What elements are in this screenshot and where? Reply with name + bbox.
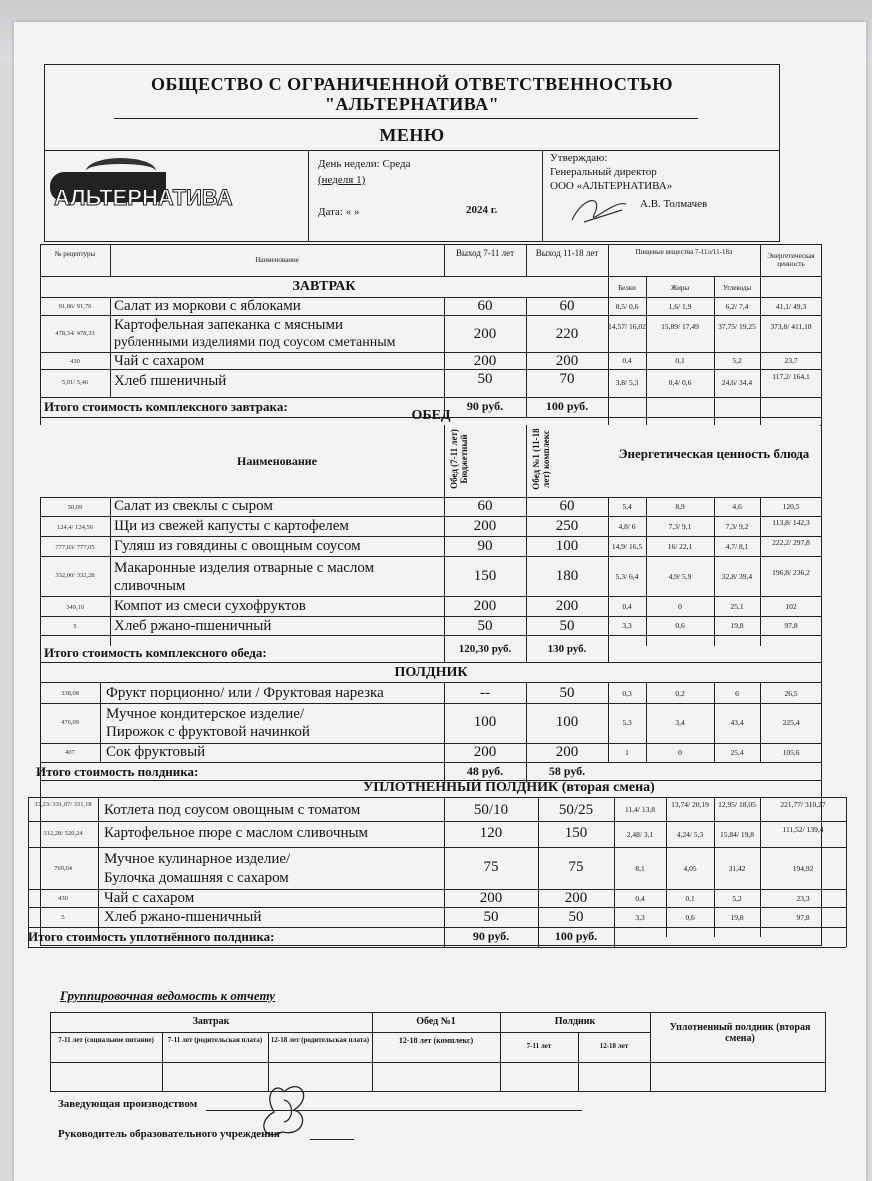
portion-7-11: 200 [479,890,503,906]
year-label: 2024 г. [466,204,498,216]
proteins: 0,4 [622,356,632,365]
day-label: День недели: Среда [318,158,411,170]
grouping-lunch: Обед №1 [416,1016,456,1027]
grouping-s2: 12-18 лет [599,1042,629,1050]
energy: 111,52/ 139,4 [782,825,824,834]
dish-name: Чай с сахаром [104,890,195,906]
recipe-code: 124,4/ 124,56 [57,524,93,531]
grouping-b3: 12-18 лет (родительская плата) [270,1036,370,1044]
dish-name: Мучное кондитерское изделие/ [106,706,305,722]
grouping-l1: 12-18 лет (комплекс) [398,1036,474,1045]
portion-7-11: 50 [477,618,493,634]
portion-11-18: 100 [555,538,579,554]
carbs: 37,75/ 19,25 [718,322,756,331]
carbs: 7,3/ 9,2 [725,522,749,531]
energy: 196,8/ 236,2 [772,568,810,577]
section-breakfast: ЗАВТРАК [292,279,356,294]
energy: 120,5 [782,502,800,511]
grouping-snack2: Уплотненный полдник (вторая смена) [669,1022,811,1044]
portion-7-11: 200 [473,744,497,760]
dish-name: Салат из моркови с яблоками [114,298,301,314]
portion-7-11: 50 [477,371,493,387]
portion-11-18: 70 [559,371,575,387]
dish-name: Макаронные изделия отварные с маслом [114,560,375,576]
portion-11-18: 60 [559,298,575,314]
recipe-code: 476,09 [61,719,79,726]
portion-7-11: 200 [473,518,497,534]
fats: 7,3/ 9,1 [668,522,692,531]
fats: 4,24/ 5,3 [676,830,704,839]
portion-7-11: 60 [477,298,493,314]
snack2-total-a: 90 руб. [472,929,510,943]
col-carbs: Углеводы [722,284,752,292]
portion-11-18: 50 [559,618,575,634]
head-production-label: Заведующая производством [58,1098,198,1110]
org-name-line2: "АЛЬТЕРНАТИВА" [324,94,500,114]
recipe-code: 33,23/ 331,07/ 331,18 [34,801,92,808]
breakfast-total-b: 100 руб. [545,399,589,413]
fats: 4,05 [683,864,697,873]
lunch-total-b: 130 руб. [547,643,587,655]
lunch-total-a: 120,30 руб. [458,643,512,655]
col-out-11-18: Выход 11-18 лет [535,248,599,258]
col-nutrients: Пищевые вещества 7-11л/11-18л [635,248,733,256]
energy: 23,3 [796,894,810,903]
energy: 26,5 [784,689,798,698]
section-snack: ПОЛДНИК [394,665,468,680]
lunch-total-label: Итого стоимость комплексного обеда: [44,645,267,660]
energy: 373,8/ 411,18 [770,322,812,331]
portion-7-11: 120 [479,825,503,841]
production-signature [254,1062,324,1152]
grouping-b1: 7-11 лет (социальное питание) [58,1036,154,1044]
fats: 0,1 [685,894,695,903]
week-label: (неделя 1) [318,174,366,186]
grouping-s1: 7-11 лет [526,1042,552,1050]
portion-11-18: 60 [559,498,575,514]
fats: 0,6 [675,621,685,630]
fats: 0,2 [675,689,685,698]
proteins: 0,3 [622,689,632,698]
energy: 97,8 [784,621,798,630]
lunch-col-b: Обед №1 (11-18 лет) комплекс [531,428,551,490]
proteins: 14,9/ 16,5 [611,542,643,551]
snack-total-a: 48 руб. [466,764,504,778]
portion-11-18: 200 [555,598,579,614]
dish-name: Гуляш из говядины с овощным соусом [114,538,361,554]
fats: 0,4/ 0,6 [668,378,692,387]
carbs: 24,6/ 34,4 [721,378,753,387]
dish-name: Картофельная запеканка с мясными [114,317,344,333]
carbs: 25,4 [730,748,744,757]
energy: 23,7 [784,356,798,365]
proteins: 0,5/ 0,6 [615,302,639,311]
snack2-total-label: Итого стоимость уплотнённого полдника: [28,929,275,944]
carbs: 31,42 [728,864,746,873]
portion-7-11: 50/10 [473,802,509,818]
portion-11-18: 75 [568,859,584,875]
breakfast-total-a: 90 руб. [466,399,504,413]
head-school-label: Руководитель образовательного учреждения [58,1128,280,1140]
snack2-total-b: 100 руб. [554,929,598,943]
lunch-col-name: Наименование [237,454,317,468]
energy: 105,6 [782,748,800,757]
recipe-code: 777,03/ 777,05 [55,544,95,551]
fats: 0,6 [685,913,695,922]
portion-7-11: 50 [483,909,499,925]
portion-7-11: 75 [483,859,499,875]
dish-name: Компот из смеси сухофруктов [114,598,306,614]
proteins: 1 [625,748,629,757]
org-name-line1: ОБЩЕСТВО С ОГРАНИЧЕННОЙ ОТВЕТСТВЕННОСТЬЮ [151,74,673,94]
carbs: 19,8 [730,621,744,630]
grouping-breakfast: Завтрак [192,1016,230,1027]
approve-line2: Генеральный директор [550,166,657,178]
proteins: 8,1 [635,864,645,873]
carbs: 4,7/ 8,1 [725,542,749,551]
dish-name: Фрукт порционно/ или / Фруктовая нарезка [106,685,384,701]
recipe-code: 430 [58,895,68,902]
approve-name: А.В. Толмачев [640,198,708,210]
recipe-code: 332,00/ 332,28 [55,572,95,579]
proteins: 0,4 [622,602,632,611]
col-recipe: № рецептуры [54,250,96,258]
col-proteins: Белки [618,284,636,292]
energy: 221,77/ 310,27 [780,800,826,809]
carbs: 6,2/ 7,4 [725,302,749,311]
portion-11-18: 50 [559,685,575,701]
carbs: 5,2 [732,356,742,365]
proteins: 3,8/ 5,3 [615,378,639,387]
carbs: 12,95/ 18,05 [718,800,756,809]
recipe-code: 338,08 [61,690,79,697]
menu-document [14,22,866,1181]
recipe-code: 5 [61,914,65,921]
recipe-code: 349,10 [66,604,84,611]
snack-total-label: Итого стоимость полдника: [36,764,199,779]
portion-11-18: 200 [555,353,579,369]
proteins: 14,57/ 16,02 [608,322,646,331]
recipe-code: 5 [73,623,77,630]
portion-11-18: 50/25 [558,802,594,818]
proteins: 0,4 [635,894,645,903]
dish-name: Картофельное пюре с маслом сливочным [104,825,369,841]
breakfast-total-label: Итого стоимость комплексного завтрака: [44,399,288,414]
fats: 0,1 [675,356,685,365]
carbs: 5,2 [732,894,742,903]
dish-name-cont: Пирожок с фруктовой начинкой [106,724,310,740]
proteins: 5,3/ 6,4 [615,572,639,581]
recipe-code: 91,86/ 91,76 [58,303,92,310]
dish-name-cont: Булочка домашняя с сахаром [104,870,289,886]
dish-name: Чай с сахаром [114,353,205,369]
logo-swoosh [86,158,156,184]
portion-7-11: 200 [473,353,497,369]
energy: 225,4 [782,718,800,727]
energy: 97,8 [796,913,810,922]
proteins: 3,3 [622,621,632,630]
dish-name: Щи из свежей капусты с картофелем [114,518,349,534]
energy: 113,8/ 142,3 [772,518,810,527]
col-out-7-11: Выход 7-11 лет [455,248,515,258]
fats: 8,9 [675,502,685,511]
energy: 222,2/ 297,8 [772,538,810,547]
portion-7-11: 150 [473,568,497,584]
energy: 41,1/ 49,3 [775,302,807,311]
logo-text: АЛЬТЕРНАТИВА [54,185,233,210]
dish-name: Хлеб пшеничный [114,373,227,389]
grouping-b2: 7-11 лет (родительская плата) [167,1036,263,1044]
fats: 16/ 22,1 [667,542,693,551]
dish-name: Котлета под соусом овощным с томатом [104,802,361,818]
menu-title: МЕНЮ [379,125,445,145]
fats: 15,89/ 17,49 [661,322,699,331]
energy: 117,2/ 164,1 [772,372,810,381]
proteins: 3,3 [635,913,645,922]
dish-name: Хлеб ржано-пшеничный [114,618,272,634]
carbs: 25,1 [730,602,744,611]
recipe-code: 312,28/ 520,24 [43,830,83,837]
energy: 194,92 [792,864,814,873]
recipe-code: 50,09 [67,504,83,511]
approve-line1: Утверждаю: [550,152,608,164]
dish-name: Хлеб ржано-пшеничный [104,909,262,925]
carbs: 19,8 [730,913,744,922]
portion-7-11: 200 [473,326,497,342]
energy: 102 [785,602,797,611]
dish-name-cont: сливочным [114,578,186,594]
fats: 13,74/ 20,19 [671,800,709,809]
fats: 0 [678,602,682,611]
carbs: 43,4 [730,718,744,727]
recipe-code: 478,34/ 478,33 [55,330,95,337]
portion-11-18: 220 [555,326,579,342]
recipe-code: 5,01/ 5,46 [61,379,89,386]
proteins: 5,4 [622,502,632,511]
fats: 4,9/ 5,9 [668,572,692,581]
approve-line3: ООО «АЛЬТЕРНАТИВА» [550,180,673,192]
fats: 3,4 [675,718,685,727]
portion-11-18: 100 [555,714,579,730]
portion-7-11: 200 [473,598,497,614]
lunch-col-energy: Энергетическая ценность блюда [618,446,810,461]
portion-11-18: 150 [564,825,588,841]
lunch-col-a: Обед (7-11 лет) Бюджетный [449,429,469,489]
carbs: 6 [735,689,739,698]
portion-7-11: 60 [477,498,493,514]
section-lunch: ОБЕД [411,408,451,423]
recipe-code: 407 [65,749,75,756]
proteins: 11,4/ 13,8 [625,805,655,814]
portion-7-11: 90 [477,538,493,554]
dish-name: Салат из свеклы с сыром [114,498,273,514]
portion-11-18: 200 [555,744,579,760]
col-name: Наименование [255,256,299,264]
dish-name-cont: рубленными изделиями под соусом сметанным [114,335,396,350]
dish-name: Мучное кулинарное изделие/ [104,851,291,867]
portion-11-18: 50 [568,909,584,925]
proteins: 2,48/ 3,1 [626,830,654,839]
fats: 1,6/ 1,9 [668,302,692,311]
portion-7-11: 100 [473,714,497,730]
carbs: 32,8/ 39,4 [721,572,753,581]
carbs: 4,6 [732,502,742,511]
portion-11-18: 250 [555,518,579,534]
proteins: 4,8/ 6 [618,522,636,531]
carbs: 15,84/ 19,8 [720,830,754,839]
portion-7-11: -- [480,685,490,701]
col-fats: Жиры [670,284,690,292]
director-signature [564,190,634,230]
col-energy: Энергетическая ценность [767,252,815,268]
snack-total-b: 58 руб. [548,764,586,778]
proteins: 5,3 [622,718,632,727]
recipe-code: 769,04 [54,865,72,872]
recipe-code: 430 [70,358,80,365]
grouping-snack: Полдник [554,1016,596,1027]
grouping-title: Группировочная ведомость к отчету [60,988,276,1003]
section-snack2: УПЛОТНЕННЫЙ ПОЛДНИК (вторая смена) [363,780,655,795]
dish-name: Сок фруктовый [106,744,206,760]
fats: 0 [678,748,682,757]
portion-11-18: 180 [555,568,579,584]
portion-11-18: 200 [564,890,588,906]
date-label: Дата: « » [318,206,360,218]
